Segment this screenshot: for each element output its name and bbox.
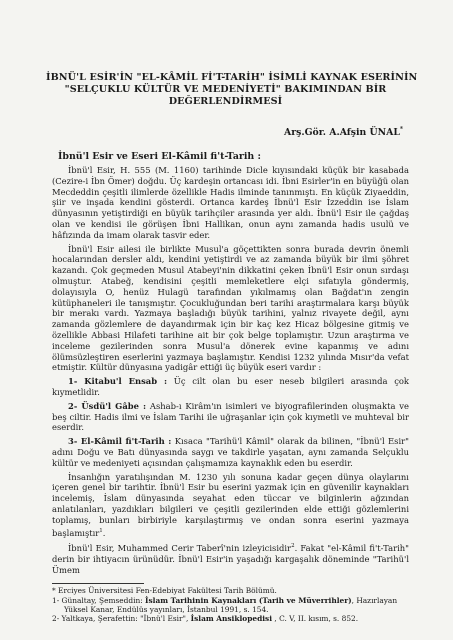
title-line-3: DEĞERLENDİRMESİ	[168, 96, 283, 107]
list-item-text: Ashab-ı Kirâm'ın isimleri ve biyografilerinden oluşmakta ve beş ciltir. Hadis ilmi ve İslam Tarihi ile uğraşanlar için çok kıymetli ve muhteval bir eserdir.	[52, 400, 409, 433]
paragraph-4-rest: . Fakat "el-Kâmil fi't-Tarih" derin bir ihtiyacın ürünüdür. İbnü'l Esir'in yaşadığı kargaşalık döneminde "Tarihü'l Ümem	[52, 542, 409, 575]
footnote-1-prefix: 1- Günaltay, Şemseddin:	[52, 595, 146, 605]
footnote-affiliation: * Erciyes Üniversitesi Fen-Edebiyat Fakültesi Tarih Bölümü.	[52, 586, 277, 596]
list-item-title: 1- Kitabu'l Ensab :	[68, 376, 168, 387]
list-item-usdul-gabe	[52, 401, 409, 433]
footnote-2-suffix: , C. V, II. kısım, s. 852.	[272, 613, 359, 623]
paragraph-3-text: İnsanlığın yaratılışından M. 1230 yılı sonuna kadar geçen dünya olaylarını içeren genel bir tarihtir. İbnü'l Esir bu eserini yazmak için en güvenilir kaynakları incelemiş, İslam dünyasında seyahat eden tüccar ve bilginlerin ağzından anlatılanları, yazdıkları bilgileri ve çeşitli gezilerinden elde ettiği gözlemlerini toplamış, bunları birbiriyle karşılaştırmış ve ondan sonra eserini yazmaya başlamıştır	[52, 471, 409, 538]
list-item-title: 2- Üsdü'l Gâbe :	[68, 400, 147, 411]
article-title	[46, 72, 418, 108]
title-line-2: "SELÇUKLU KÜLTÜR VE MEDENİYETİ" BAKIMINDAN BİR	[64, 84, 387, 95]
footnote-2-title: İslam Ansiklopedisi	[190, 613, 273, 623]
footnote-2-prefix: 2- Yaltkaya, Şerafettin: "İbnü'l Esir",	[52, 613, 191, 623]
paragraph-3: İnsanlığın yaratılışından M. 1230 yılı sonuna kadar geçen dünya olaylarını içeren genel bir tarihtir. İbnü'l Esir bu eserini yazmak için en güvenilir kaynakları incelemiş, İslam dünyasında seyahat eden tüccar ve bilginlerin ağzından anlatılanları, yazdıkları bilgileri ve çeşitli gezilerinden elde ettiği gözlemlerini toplamış, bunları birbiriyle karşılaştırmış ve ondan sonra eserini yazmaya başlamıştır$^1$.	[52, 471, 409, 538]
footnote-1	[52, 596, 409, 614]
footnotes	[52, 586, 409, 623]
list-item-text: Üç cilt olan bu eser neseb bilgileri arasında çok kıymetlidir.	[52, 376, 409, 398]
list-item-text: Kısaca "Tarihü'l Kâmil" olarak da bilinen, "İbnü'l Esir" adını Doğu ve Batı dünyasında saygı ve takdirle yaşatan, aynı zamanda Selçuklu kültür ve medeniyeti açısından çalışmamıza kaynaklık eden bu eserdir.	[52, 436, 409, 468]
paragraph-4-text: İbnü'l Esir, Muhammed Cerir Taberî'nin izleyicisidir	[68, 542, 292, 553]
author-footnote-marker: *	[399, 126, 403, 133]
footnote-1-suffix: , Hazırlayan Yüksel Kanar, Endülüs yayınları, İstanbul 1991, s. 154.	[64, 595, 398, 614]
list-item-title: 3- El-Kâmil fi't-Tarih :	[68, 436, 172, 447]
paragraph-2: İbnü'l Esir ailesi ile birlikte Musul'a göçettikten sonra burada devrin önemli hocalarından dersler aldı, kendini yetiştirdi ve az zamanda büyük bir ilmi şöhret kazandı. Çok geçmeden Musul Atabeyi'nin dikkatini çeken İbnü'l Esir onun sırdaşı olmuştur. Atabeğ, kendisini çeşitli memleketlere elçi sıfatıyla göndermiş, dolayısıyla O, henüz Hulagü tarafından yıkılmamış olan Bağdat'ın zengin kütüphaneleri ile tanışmıştır. Çocukluğundan beri tarihi araştırmalara karşı büyük bir merakı vardı. Yazmaya başladığı büyük tarihini, yalnız rivayete değil, aynı zamanda gözlemlere de dayandırmak için bir kaç kez Hicaz bölgesine gitmiş ve özellikle Abbasi Hilafeti tarihine ait bir çok belge toplamıştır. Uzun araştırma ve inceleme gezilerinden sonra Musul'a dönerek evine kapanmış ve adını ölümsüzleştiren eserlerini yazmaya başlamıştır. Kendisi 1232 yılında Mısır'da vefat etmiştir. Kültür dünyasına yadigâr ettiği üç büyük eseri vardır :	[52, 243, 409, 373]
footnote-2	[52, 614, 409, 623]
paragraph-4	[52, 541, 409, 575]
author-name: Arş.Gör. A.Afşin ÜNAL	[284, 127, 400, 139]
footnote-ref-1: 1	[99, 527, 103, 534]
section-heading: İbnü'l Esir ve Eseri El-Kâmil fi't-Tarih :	[58, 151, 261, 163]
title-line-1: İBNÜ'L ESİR'İN "EL-KÂMİL Fİ'T-TARİH" İSİMLİ KAYNAK ESERİNİN	[46, 72, 418, 83]
footnote-ref-2: 2	[291, 543, 295, 550]
paragraph-1: İbnü'l Esir, H. 555 (M. 1160) tarihinde Dicle kıyısındaki küçük bir kasabada (Cezire-i İbn Ömer) doğdu. Üç kardeşin ortancası idi. İbni Esirler'in en büyüğü olan Mecdeddin çeşitli ilimlerde özellikle Hadis ilminde tanınmıştı. En küçük Ziyaeddin, şiir ve inşada kendini gösterdi. Ortanca kardeş İbnü'l Esir İzzeddin ise İslam dünyasının yetiştirdiği en büyük tarihçiler arasında yer aldı. İbnü'l Esir ile çağdaş olan ve kendisi ile görüşen İbni Hallikan, onun aynı zamanda hadis usulü ve hâfızında da imam olarak tasvir eder.	[52, 165, 409, 240]
list-item-kitabul-ensab	[52, 376, 409, 398]
author-line	[52, 126, 409, 138]
footnote-divider	[52, 583, 144, 584]
list-item-el-kamil	[52, 436, 409, 468]
footnote-1-title: İslam Tarihinin Kaynakları (Tarih ve Müverrihler)	[145, 595, 352, 605]
